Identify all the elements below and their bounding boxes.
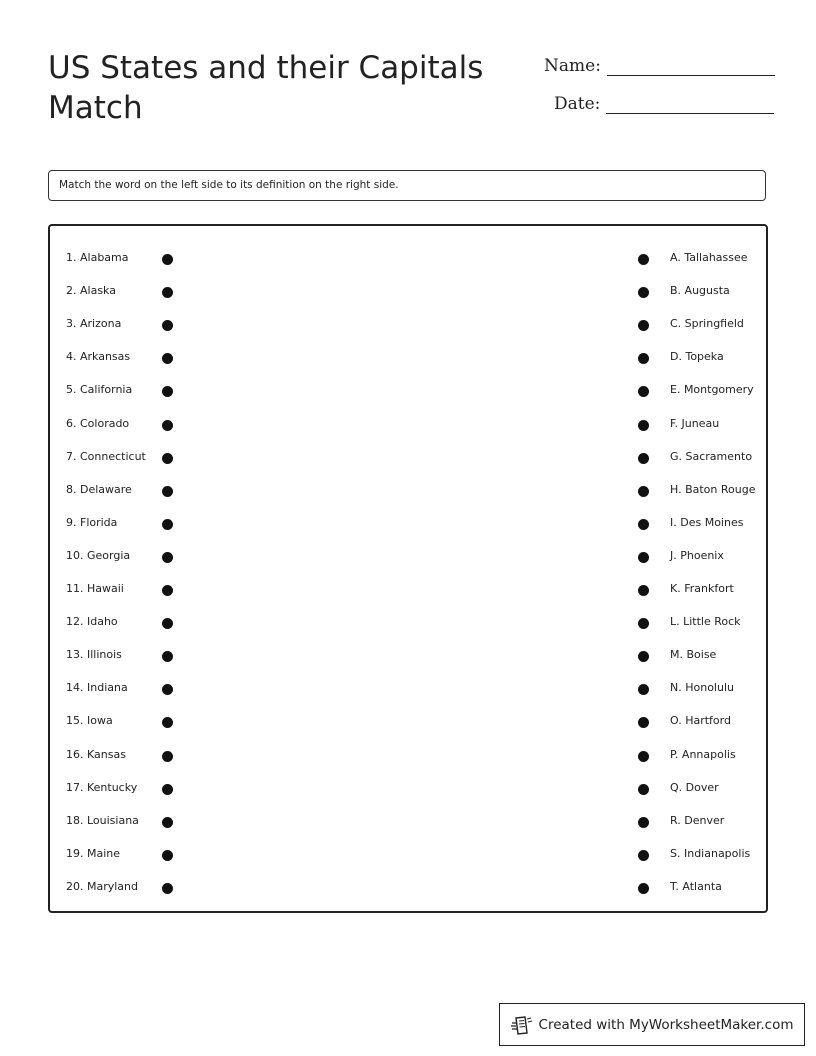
date-input-line[interactable] bbox=[606, 95, 774, 114]
name-field bbox=[544, 56, 775, 76]
match-row bbox=[50, 878, 766, 898]
capital-label: M. Boise bbox=[670, 648, 717, 662]
name-input-line[interactable] bbox=[607, 57, 775, 76]
state-connector-dot[interactable] bbox=[162, 784, 173, 795]
capital-label: J. Phoenix bbox=[670, 548, 724, 562]
match-row bbox=[50, 547, 766, 567]
capital-label: A. Tallahassee bbox=[670, 251, 748, 264]
capital-label: O. Hartford bbox=[670, 714, 731, 728]
state-label: 11. Hawaii bbox=[66, 582, 124, 595]
state-label: 15. Iowa bbox=[66, 714, 113, 728]
match-row bbox=[50, 348, 766, 368]
state-connector-dot[interactable] bbox=[162, 585, 173, 596]
capital-connector-dot[interactable] bbox=[638, 320, 649, 331]
date-label: Date: bbox=[554, 94, 601, 114]
capital-label: P. Annapolis bbox=[670, 747, 736, 761]
capital-label: K. Frankfort bbox=[670, 582, 734, 595]
state-connector-dot[interactable] bbox=[162, 254, 173, 265]
title-line-1: US States and their Capitals bbox=[48, 50, 484, 86]
capital-connector-dot[interactable] bbox=[638, 453, 649, 464]
capital-connector-dot[interactable] bbox=[638, 817, 649, 828]
match-row bbox=[50, 514, 766, 534]
state-connector-dot[interactable] bbox=[162, 519, 173, 530]
capital-label: H. Baton Rouge bbox=[670, 482, 756, 496]
state-connector-dot[interactable] bbox=[162, 453, 173, 464]
capital-connector-dot[interactable] bbox=[638, 618, 649, 629]
state-label: 5. California bbox=[66, 383, 133, 397]
capital-label: E. Montgomery bbox=[670, 383, 754, 397]
state-connector-dot[interactable] bbox=[162, 651, 173, 662]
match-row bbox=[50, 845, 766, 865]
match-row bbox=[50, 415, 766, 435]
capital-connector-dot[interactable] bbox=[638, 717, 649, 728]
capital-label: I. Des Moines bbox=[670, 515, 744, 529]
state-label: 18. Louisiana bbox=[66, 813, 139, 827]
state-label: 8. Delaware bbox=[66, 482, 132, 496]
state-connector-dot[interactable] bbox=[162, 717, 173, 728]
state-connector-dot[interactable] bbox=[162, 850, 173, 861]
state-label: 10. Georgia bbox=[66, 548, 131, 562]
match-row bbox=[50, 746, 766, 766]
state-connector-dot[interactable] bbox=[162, 684, 173, 695]
state-label: 13. Illinois bbox=[66, 648, 122, 662]
state-label: 20. Maryland bbox=[66, 879, 139, 893]
state-label: 14. Indiana bbox=[66, 681, 128, 695]
match-row bbox=[50, 580, 766, 600]
capital-connector-dot[interactable] bbox=[638, 353, 649, 364]
match-row bbox=[50, 613, 766, 633]
capital-connector-dot[interactable] bbox=[638, 850, 649, 861]
state-connector-dot[interactable] bbox=[162, 420, 173, 431]
state-label: 16. Kansas bbox=[66, 747, 126, 761]
capital-label: S. Indianapolis bbox=[670, 846, 751, 860]
state-connector-dot[interactable] bbox=[162, 287, 173, 298]
match-row bbox=[50, 249, 766, 269]
capital-label: R. Denver bbox=[670, 813, 725, 827]
capital-connector-dot[interactable] bbox=[638, 287, 649, 298]
capital-label: B. Augusta bbox=[670, 284, 730, 298]
match-row bbox=[50, 646, 766, 666]
capital-label: Q. Dover bbox=[670, 780, 719, 794]
match-row bbox=[50, 381, 766, 401]
capital-label: G. Sacramento bbox=[670, 449, 753, 463]
capital-label: T. Atlanta bbox=[670, 879, 722, 893]
capital-connector-dot[interactable] bbox=[638, 684, 649, 695]
state-connector-dot[interactable] bbox=[162, 486, 173, 497]
capital-label: F. Juneau bbox=[670, 416, 720, 430]
match-row bbox=[50, 779, 766, 799]
state-connector-dot[interactable] bbox=[162, 353, 173, 364]
state-label: 9. Florida bbox=[66, 515, 118, 529]
state-connector-dot[interactable] bbox=[162, 883, 173, 894]
match-row bbox=[50, 812, 766, 832]
worksheet-title bbox=[48, 48, 488, 128]
capital-label: C. Springfield bbox=[670, 317, 744, 331]
capital-label: D. Topeka bbox=[670, 350, 724, 364]
state-label: 12. Idaho bbox=[66, 615, 118, 629]
state-label: 7. Connecticut bbox=[66, 449, 146, 463]
capital-connector-dot[interactable] bbox=[638, 784, 649, 795]
matching-area bbox=[48, 224, 768, 913]
match-row bbox=[50, 712, 766, 732]
state-connector-dot[interactable] bbox=[162, 386, 173, 397]
state-label: 4. Arkansas bbox=[66, 350, 131, 364]
state-connector-dot[interactable] bbox=[162, 817, 173, 828]
footer-credit[interactable] bbox=[499, 1003, 805, 1046]
date-field bbox=[554, 94, 774, 114]
capital-connector-dot[interactable] bbox=[638, 420, 649, 431]
capital-connector-dot[interactable] bbox=[638, 519, 649, 530]
state-label: 1. Alabama bbox=[66, 251, 129, 264]
footer-text: Created with MyWorksheetMaker.com bbox=[538, 1016, 794, 1033]
capital-connector-dot[interactable] bbox=[638, 883, 649, 894]
worksheet-maker-logo-icon bbox=[511, 1014, 533, 1036]
capital-connector-dot[interactable] bbox=[638, 651, 649, 662]
name-label: Name: bbox=[544, 56, 601, 76]
capital-connector-dot[interactable] bbox=[638, 254, 649, 265]
capital-label: N. Honolulu bbox=[670, 681, 734, 695]
capital-connector-dot[interactable] bbox=[638, 552, 649, 563]
state-label: 19. Maine bbox=[66, 846, 121, 860]
state-connector-dot[interactable] bbox=[162, 320, 173, 331]
capital-connector-dot[interactable] bbox=[638, 486, 649, 497]
match-row bbox=[50, 315, 766, 335]
state-connector-dot[interactable] bbox=[162, 618, 173, 629]
state-connector-dot[interactable] bbox=[162, 552, 173, 563]
title-line-2: Match bbox=[48, 90, 143, 126]
state-label: 6. Colorado bbox=[66, 416, 130, 430]
match-row bbox=[50, 282, 766, 302]
state-label: 2. Alaska bbox=[66, 284, 116, 298]
match-row bbox=[50, 481, 766, 501]
instructions-box bbox=[48, 170, 766, 201]
state-connector-dot[interactable] bbox=[162, 751, 173, 762]
match-row bbox=[50, 448, 766, 468]
capital-label: L. Little Rock bbox=[670, 615, 741, 629]
match-row bbox=[50, 679, 766, 699]
state-label: 3. Arizona bbox=[66, 317, 122, 331]
capital-connector-dot[interactable] bbox=[638, 751, 649, 762]
instructions-text: Match the word on the left side to its definition on the right side. bbox=[59, 179, 399, 191]
state-label: 17. Kentucky bbox=[66, 780, 138, 794]
capital-connector-dot[interactable] bbox=[638, 585, 649, 596]
capital-connector-dot[interactable] bbox=[638, 386, 649, 397]
